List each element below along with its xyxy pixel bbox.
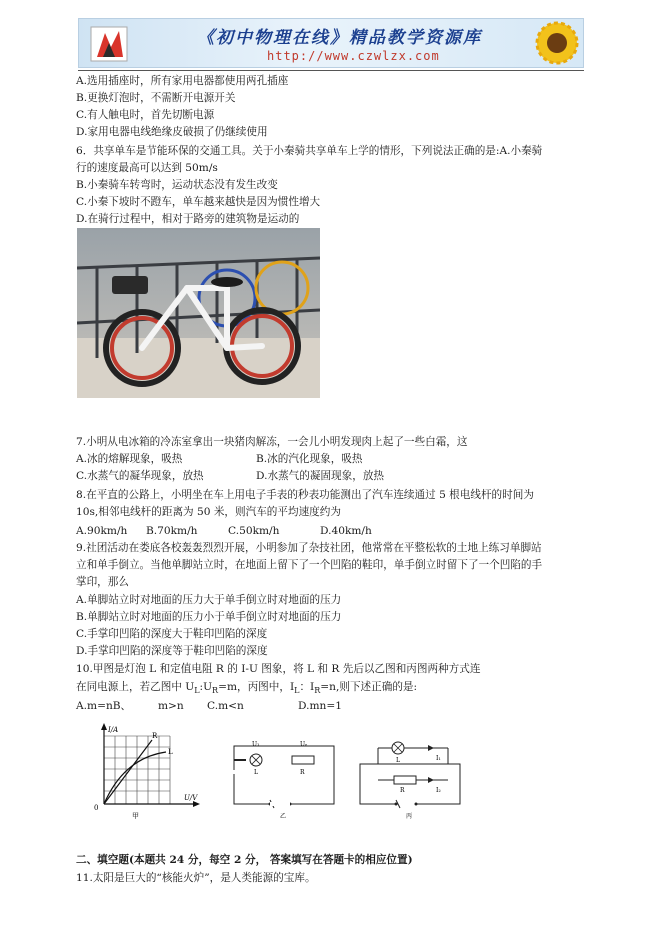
q6-option-d: D.在骑行过程中，相对于路旁的建筑物是运动的 [76, 213, 300, 225]
parallel-circuit [356, 738, 466, 822]
q5-option-c: C.有人触电时，首先切断电源 [76, 109, 215, 121]
q7-option-c: C.水蒸气的凝华现象，放热 [76, 470, 204, 482]
q10-option-a: A.m=nB、 [76, 700, 132, 712]
q7-stem: 7.小明从电冰箱的冷冻室拿出一块猪肉解冻，一会儿小明发现肉上起了一些白霜，这 [76, 436, 468, 448]
q5-option-a: A.选用插座时，所有家用电器都使用两孔插座 [76, 75, 289, 87]
iu-curve-l-label: L [168, 748, 173, 756]
iu-origin-label: 0 [94, 804, 99, 812]
parallel-circuit-caption: 丙 [406, 813, 413, 820]
q9-stem-line3: 掌印，那么 [76, 576, 129, 588]
q9-option-c: C.手掌印凹陷的深度大于鞋印凹陷的深度 [76, 628, 268, 640]
series-circuit [230, 740, 340, 820]
parallel-resistor-label: R [400, 787, 405, 794]
q10-stem-part3: =m，丙图中，I [218, 681, 295, 693]
q8-option-b: B.70km/h [146, 525, 198, 537]
q5-option-b: B.更换灯泡时，不需断开电源开关 [76, 92, 236, 104]
q8-stem-line1: 8.在平直的公路上，小明坐在车上用电子手表的秒表功能测出了汽车连续通过 5 根电线杆的时间为 [76, 489, 534, 501]
q9-stem-line2: 立和单手倒立。当他单脚站立时，在地面上留下了一个凹陷的鞋印，单手倒立时留下了一个凹陷的手 [76, 559, 543, 571]
q6-stem-line1: 6．共享单车是节能环保的交通工具。关于小秦骑共享单车上学的情形，下列说法正确的是:A.小秦骑 [76, 145, 543, 157]
banner-url[interactable]: http://www.czwlzx.com [267, 49, 440, 63]
iu-graph-caption: 甲 [132, 812, 139, 820]
iu-x-axis-label: U/V [184, 794, 198, 802]
logo-icon [89, 23, 131, 65]
series-u1-label: U₁ [252, 741, 260, 748]
q10-sub-il: L [294, 686, 300, 696]
section2-heading: 二、填空题(本题共 24 分，每空 2 分， 答案填写在答题卡的相应位置) [76, 854, 413, 866]
q9-option-d: D.手掌印凹陷的深度等于鞋印凹陷的深度 [76, 645, 268, 657]
q6-option-b: B.小秦骑车转弯时，运动状态没有发生改变 [76, 179, 278, 191]
parallel-lamp-label: L [396, 757, 400, 764]
q6-stem-line2: 行的速度最高可以达到 50m/s [76, 162, 218, 174]
q10-stem-part2: :U [199, 681, 213, 693]
q10-stem-line2 [76, 680, 417, 698]
q10-option-d: D.mn=1 [298, 700, 342, 712]
series-u2-label: Uₑ [300, 741, 308, 748]
parallel-i2-label: I₂ [436, 787, 441, 794]
sunflower-icon [531, 21, 583, 67]
iu-y-axis-label: I/A [108, 726, 119, 734]
header-banner [78, 18, 584, 68]
iu-curve-r-label: R [152, 732, 158, 740]
q7-option-b: B.冰的汽化现象，吸热 [256, 453, 363, 465]
iu-graph [86, 722, 206, 820]
q9-option-a: A.单脚站立时对地面的压力大于单手倒立时对地面的压力 [76, 594, 342, 606]
q8-option-c: C.50km/h [228, 525, 280, 537]
shared-bike-photo [77, 228, 320, 398]
q5-option-d: D.家用电器电线绝缘皮破损了仍继续使用 [76, 126, 268, 138]
q8-stem-line2: 10s,相邻电线杆的距离为 50 米，则汽车的平均速度约为 [76, 506, 341, 518]
q10-option-b: m>n [158, 700, 184, 712]
q10-stem-part1: 在同电源上，若乙图中 U [76, 681, 195, 693]
parallel-i1-label: I₁ [436, 755, 441, 762]
q6-option-c: C.小秦下坡时不蹬车，单车越来越快是因为惯性增大 [76, 196, 321, 208]
q9-stem-line1: 9.社团活动在娄底各校轰轰烈烈开展，小明参加了杂技社团，他常常在平整松软的土地上练习单脚站 [76, 542, 542, 554]
q8-option-a: A.90km/h [76, 525, 128, 537]
q7-option-d: D.水蒸气的凝固现象，放热 [256, 470, 385, 482]
q10-stem-part4: ：I [299, 681, 315, 693]
header-divider [78, 70, 584, 71]
q10-sub-ur: R [212, 686, 219, 696]
series-circuit-caption: 乙 [280, 813, 287, 820]
q10-option-c: C.m<n [207, 700, 244, 712]
q10-sub-ul: L [194, 686, 200, 696]
q10-stem-part5: =n,则下述正确的是: [320, 681, 418, 693]
q10-sub-ir: R [314, 686, 321, 696]
q7-option-a: A.冰的熔解现象，吸热 [76, 453, 183, 465]
q10-stem-line1: 10.甲图是灯泡 L 和定值电阻 R 的 I-U 图象，将 L 和 R 先后以乙图和丙图两种方式连 [76, 663, 481, 675]
q9-option-b: B.单脚站立时对地面的压力小于单手倒立时对地面的压力 [76, 611, 342, 623]
banner-title: 《初中物理在线》精品教学资源库 [197, 28, 482, 48]
q11-stem: 11.太阳是巨大的“核能火炉”，是人类能源的宝库。 [76, 872, 316, 884]
q8-option-d: D.40km/h [320, 525, 372, 537]
series-lamp-label: L [254, 769, 258, 776]
series-resistor-label: R [300, 769, 305, 776]
